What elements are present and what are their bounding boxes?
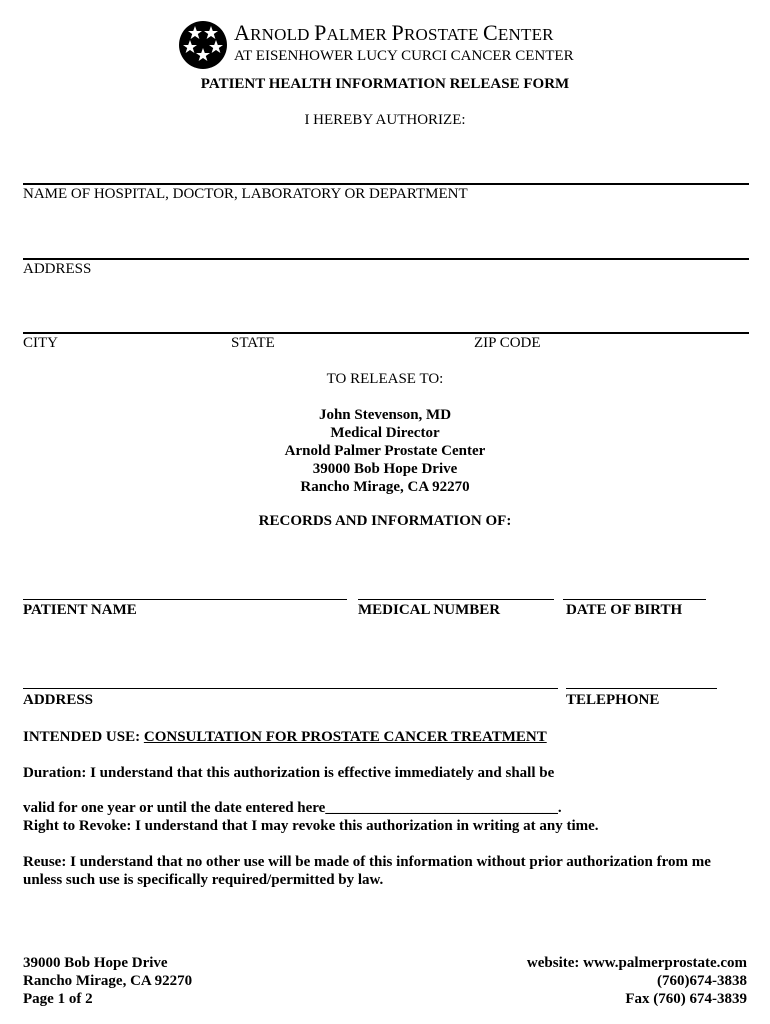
records-of-heading: RECORDS AND INFORMATION OF: — [258, 513, 512, 529]
footer-city: Rancho Mirage, CA 92270 — [23, 973, 193, 989]
recipient-title: Medical Director — [330, 425, 440, 441]
medical-number-label: MEDICAL NUMBER — [358, 602, 501, 618]
page-number: Page 1 of 2 — [23, 991, 93, 1007]
dob-line[interactable] — [563, 599, 706, 600]
recipient-street: 39000 Bob Hope Drive — [312, 461, 458, 477]
org-name: ARNOLD PALMER PROSTATE CENTER — [234, 20, 554, 45]
patient-name-label: PATIENT NAME — [23, 602, 137, 618]
recipient-block — [0, 406, 770, 496]
intended-use-label: INTENDED USE: — [23, 729, 144, 745]
recipient-org: Arnold Palmer Prostate Center — [284, 443, 486, 459]
patient-name-line[interactable] — [23, 599, 347, 600]
telephone-label: TELEPHONE — [566, 692, 660, 708]
footer-fax: Fax (760) 674-3839 — [625, 991, 747, 1007]
medical-number-line[interactable] — [358, 599, 554, 600]
reuse-text-1: Reuse: I understand that no other use will be made of this information without prior authorization from me — [23, 854, 711, 870]
recipient-city: Rancho Mirage, CA 92270 — [300, 479, 470, 495]
reuse-text-2: unless such use is specifically required/permitted by law. — [23, 872, 384, 888]
form-title: PATIENT HEALTH INFORMATION RELEASE FORM — [200, 76, 570, 92]
org-subtitle: AT EISENHOWER LUCY CURCI CANCER CENTER — [234, 48, 574, 64]
valid-text: valid for one year or until the date entered here_______________________________. — [23, 800, 562, 816]
telephone-line[interactable] — [566, 688, 717, 689]
zip-label: ZIP CODE — [474, 335, 541, 351]
intended-use — [23, 728, 547, 746]
authorize-heading: I HEREBY AUTHORIZE: — [304, 112, 466, 128]
release-to-heading: TO RELEASE TO: — [326, 371, 444, 387]
hospital-name-label: NAME OF HOSPITAL, DOCTOR, LABORATORY OR DEPARTMENT — [23, 186, 468, 202]
patient-address-line[interactable] — [23, 688, 558, 689]
dob-label: DATE OF BIRTH — [566, 602, 683, 618]
state-label: STATE — [231, 335, 275, 351]
footer-phone: (760)674-3838 — [657, 973, 747, 989]
five-stars-circle-icon — [178, 20, 228, 70]
city-state-zip-line[interactable] — [23, 332, 749, 334]
city-label: CITY — [23, 335, 58, 351]
footer-address — [23, 954, 192, 1008]
duration-text: Duration: I understand that this authorization is effective immediately and shall be — [23, 765, 555, 781]
hospital-address-line[interactable] — [23, 258, 749, 260]
revoke-text: Right to Revoke: I understand that I may revoke this authorization in writing at any time. — [23, 818, 599, 834]
footer-contact — [527, 954, 747, 1008]
intended-use-value: CONSULTATION FOR PROSTATE CANCER TREATMENT — [143, 729, 547, 745]
recipient-name: John Stevenson, MD — [318, 407, 452, 423]
patient-address-label: ADDRESS — [23, 692, 94, 708]
footer-website[interactable]: website: www.palmerprostate.com — [526, 955, 747, 971]
hospital-name-line[interactable] — [23, 183, 749, 185]
footer-street: 39000 Bob Hope Drive — [23, 955, 168, 971]
hospital-address-label: ADDRESS — [23, 261, 92, 277]
